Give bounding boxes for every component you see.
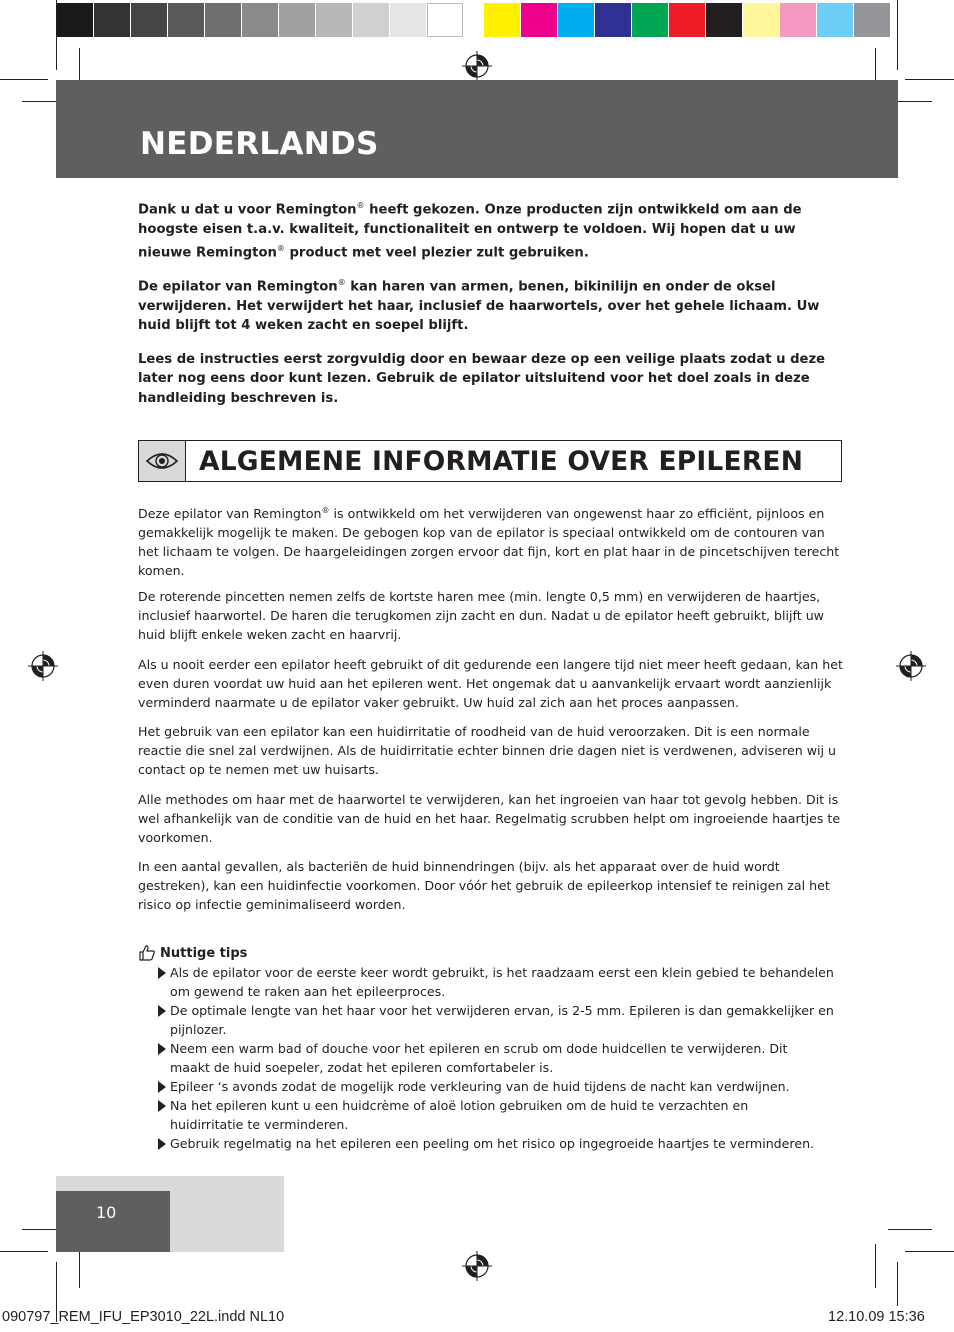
list-item xyxy=(158,963,848,1001)
color-swatch xyxy=(669,3,705,37)
color-swatch xyxy=(632,3,668,37)
list-item xyxy=(158,1134,848,1153)
section-header xyxy=(138,440,842,482)
color-swatch xyxy=(817,3,853,37)
arrow-bullet-icon xyxy=(158,1100,166,1112)
arrow-bullet-icon xyxy=(158,1043,166,1055)
tips-title: Nuttige tips xyxy=(160,945,248,961)
color-swatch xyxy=(780,3,816,37)
arrow-bullet-icon xyxy=(158,1005,166,1017)
color-calibration-bar xyxy=(484,3,890,37)
tips-heading xyxy=(138,944,247,962)
color-swatch xyxy=(205,3,241,37)
color-swatch xyxy=(854,3,890,37)
color-swatch xyxy=(131,3,167,37)
crop-mark xyxy=(905,1251,954,1252)
page-number: 10 xyxy=(96,1203,117,1222)
tip-text: Na het epileren kunt u een huidcrème of aloë lotion gebruiken om de huid te verzachten en huidirritatie te verminderen. xyxy=(170,1098,749,1132)
color-swatch xyxy=(279,3,315,37)
registered-mark: ® xyxy=(321,506,330,515)
eye-icon xyxy=(145,450,179,472)
color-swatch xyxy=(316,3,352,37)
body-paragraph: De roterende pincetten nemen zelfs de kortste haren mee (min. lengte 0,5 mm) en verwijderen de haartjes, inclusief haarwortel. De haren die terugkomen zijn zacht en dun. Nadat u de epilator heeft gebruikt, blijft uw huid blijft enkele weken zacht en haarvrij. xyxy=(138,589,824,642)
color-swatch xyxy=(242,3,278,37)
body-paragraph: Het gebruik van een epilator kan een huidirritatie of roodheid van de huid veroorzaken. Dit is een normale reactie die snel zal verdwijnen. Als de huidirritatie echter binnen drie dagen niet is verdwenen, adviseren wij u contact op te nemen met uw huisarts. xyxy=(138,724,836,777)
section-title: ALGEMENE INFORMATIE OVER EPILEREN xyxy=(199,446,804,477)
registration-mark-icon xyxy=(28,651,58,681)
color-swatch xyxy=(595,3,631,37)
tip-text: Epileer ‘s avonds zodat de mogelijk rode verkleuring van de huid tijdens de nacht kan verdwijnen. xyxy=(170,1079,790,1094)
page-title: NEDERLANDS xyxy=(140,126,379,162)
arrow-bullet-icon xyxy=(158,1081,166,1093)
registered-mark: ® xyxy=(276,244,285,254)
color-swatch xyxy=(484,3,520,37)
crop-mark xyxy=(56,0,57,70)
color-swatch xyxy=(94,3,130,37)
thumbs-up-icon xyxy=(138,944,156,962)
color-swatch xyxy=(353,3,389,37)
color-swatch xyxy=(168,3,204,37)
grayscale-calibration-bar xyxy=(57,3,463,37)
crop-mark xyxy=(905,79,954,80)
tip-text: Neem een warm bad of douche voor het epileren en scrub om dode huidcellen te verwijderen. Dit maakt de huid soepeler, zodat het epileren comfortabeler is. xyxy=(170,1041,788,1075)
registration-mark-icon xyxy=(896,651,926,681)
arrow-bullet-icon xyxy=(158,967,166,979)
crop-mark xyxy=(875,1244,876,1288)
registration-mark-icon xyxy=(462,51,492,81)
color-swatch xyxy=(57,3,93,37)
tip-text: Gebruik regelmatig na het epileren een peeling om het risico op ingegroeide haartjes te verminderen. xyxy=(170,1136,815,1151)
body-paragraph: In een aantal gevallen, als bacteriën de huid binnendringen (bijv. als het apparaat over de huid wordt gestreken), kan een huidinfectie voorkomen. Door vóór het gebruik de epileerkop intensief te reinigen zal het risico op infectie geminimaliseerd worden. xyxy=(138,859,830,912)
color-swatch xyxy=(521,3,557,37)
intro-text: product met veel plezier zult gebruiken. xyxy=(284,245,589,261)
list-item xyxy=(158,1039,848,1077)
arrow-bullet-icon xyxy=(158,1138,166,1150)
list-item xyxy=(158,1001,848,1039)
tip-text: Als de epilator voor de eerste keer wordt gebruikt, is het raadzaam eerst een klein gebied te behandelen om gewend te raken aan het epileerproces. xyxy=(170,965,834,999)
intro-paragraph xyxy=(138,273,848,336)
color-swatch xyxy=(706,3,742,37)
intro-text: heeft gekozen. Onze producten zijn ontwikkeld om aan de hoogste eisen t.a.v. kwaliteit, functionaliteit en ontwerp te voldoen. Wij hopen dat u uw nieuwe Remington xyxy=(138,202,802,261)
section-icon-box xyxy=(139,441,186,481)
tip-text: De optimale lengte van het haar voor het verwijderen ervan, is 2-5 mm. Epileren is dan gemakkelijker en pijnlozer. xyxy=(170,1003,834,1037)
crop-mark xyxy=(888,1229,932,1230)
crop-mark xyxy=(897,0,898,70)
timestamp-slug: 12.10.09 15:36 xyxy=(828,1309,925,1325)
crop-mark xyxy=(897,1262,898,1306)
color-swatch xyxy=(743,3,779,37)
intro-paragraph xyxy=(138,196,848,263)
intro-text: Dank u dat u voor Remington xyxy=(138,202,357,218)
registration-mark-icon xyxy=(462,1251,492,1281)
registered-mark: ® xyxy=(356,201,365,210)
body-paragraph: Alle methodes om haar met de haarwortel te verwijderen, kan het ingroeien van haar tot gevolg hebben. Dit is wel afhankelijk van de conditie van de huid en het haar. Regelmatig scrubben helpt om ingroeiende haartjes te voorkomen. xyxy=(138,792,841,845)
crop-mark xyxy=(0,79,48,80)
color-swatch xyxy=(558,3,594,37)
intro-text: kan haren van armen, benen, bikinilijn en onder de oksel verwijderen. Het verwijdert het haar, inclusief de haarwortels, over het gehele lichaam. Uw huid blijft tot 4 weken zacht en soepel blijft. xyxy=(138,279,820,334)
list-item xyxy=(158,1077,848,1096)
color-swatch xyxy=(427,3,463,37)
file-slug: 090797_REM_IFU_EP3010_22L.indd NL10 xyxy=(2,1309,285,1325)
crop-mark xyxy=(0,1251,48,1252)
body-paragraph xyxy=(138,501,846,580)
registered-mark: ® xyxy=(337,278,346,287)
color-swatch xyxy=(390,3,426,37)
body-text: Deze epilator van Remington xyxy=(138,506,322,522)
body-paragraph: Als u nooit eerder een epilator heeft gebruikt of dit gedurende een langere tijd niet meer heeft gedaan, kan het even duren voordat uw huid aan het epileren went. Het ongemak dat u aanvankelijk ervaart wordt aanzienlijk verminderd naarmate u de epilator vaker gebruikt. Uw huid zal zich aan het proces aanpassen. xyxy=(138,657,843,710)
list-item xyxy=(158,1096,848,1134)
intro-paragraph: Lees de instructies eerst zorgvuldig door en bewaar deze op een veilige plaats zodat u deze later nog eens door kunt lezen. Gebruik de epilator uitsluitend voor het doel zoals in deze handleiding beschreven is. xyxy=(138,352,826,406)
body-text: is ontwikkeld om het verwijderen van ongewenst haar zo efficiënt, pijnloos en gemakkelijk mogelijk te maken. De gebogen kop van de epilator is speciaal ontwikkeld om de contouren van het lichaam te volgen. De haargeleidingen zorgen ervoor dat fijn, kort en plat haar in de pincetschijven terecht komen. xyxy=(138,506,840,579)
intro-text: De epilator van Remington xyxy=(138,279,338,295)
